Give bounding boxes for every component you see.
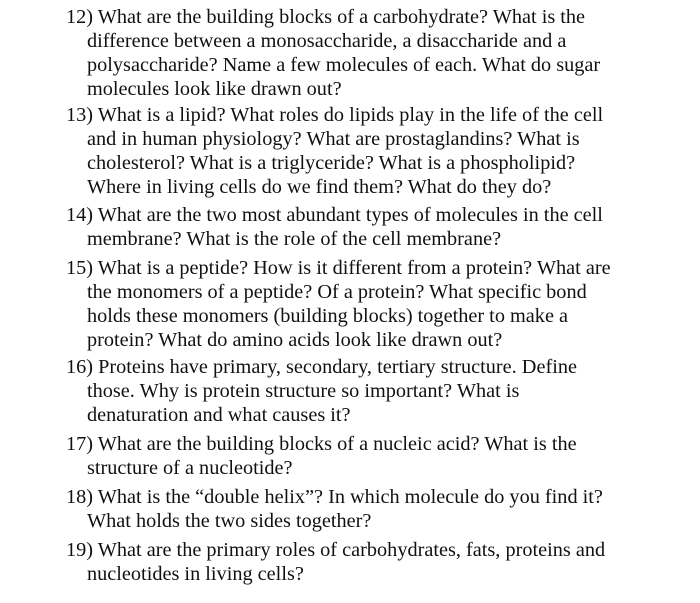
question-18-line-1: 18) What is the “double helix”? In which molecule do you find it?: [66, 486, 603, 508]
question-16-line-2: those. Why is protein structure so important? What is: [87, 380, 520, 402]
question-13-line-3: cholesterol? What is a triglyceride? What is a phospholipid?: [87, 152, 576, 174]
question-12-line-2: difference between a monosaccharide, a disaccharide and a: [87, 30, 567, 52]
question-17-line-1: 17) What are the building blocks of a nucleic acid? What is the: [66, 433, 577, 455]
question-15-line-2: the monomers of a peptide? Of a protein? What specific bond: [87, 281, 587, 303]
question-12-line-1: 12) What are the building blocks of a carbohydrate? What is the: [66, 6, 586, 28]
question-16-line-3: denaturation and what causes it?: [87, 404, 351, 426]
question-12-line-3: polysaccharide? Name a few molecules of each. What do sugar: [87, 54, 601, 76]
question-13-line-2: and in human physiology? What are prostaglandins? What is: [87, 128, 580, 150]
question-12-line-4: molecules look like drawn out?: [87, 78, 342, 100]
question-19-line-1: 19) What are the primary roles of carbohydrates, fats, proteins and: [66, 539, 606, 561]
question-13-line-1: 13) What is a lipid? What roles do lipids play in the life of the cell: [66, 104, 604, 126]
question-17-line-2: structure of a nucleotide?: [87, 457, 293, 479]
question-14-line-1: 14) What are the two most abundant types of molecules in the cell: [66, 204, 603, 226]
question-18-line-2: What holds the two sides together?: [87, 510, 372, 532]
question-15-line-3: holds these monomers (building blocks) together to make a: [87, 305, 569, 327]
question-13-line-4: Where in living cells do we find them? What do they do?: [87, 176, 552, 198]
question-15-line-1: 15) What is a peptide? How is it different from a protein? What are: [66, 257, 611, 279]
question-14-line-2: membrane? What is the role of the cell membrane?: [87, 228, 502, 250]
question-19-line-2: nucleotides in living cells?: [87, 563, 304, 585]
question-16-line-1: 16) Proteins have primary, secondary, tertiary structure. Define: [66, 356, 577, 378]
question-15-line-4: protein? What do amino acids look like drawn out?: [87, 329, 503, 351]
